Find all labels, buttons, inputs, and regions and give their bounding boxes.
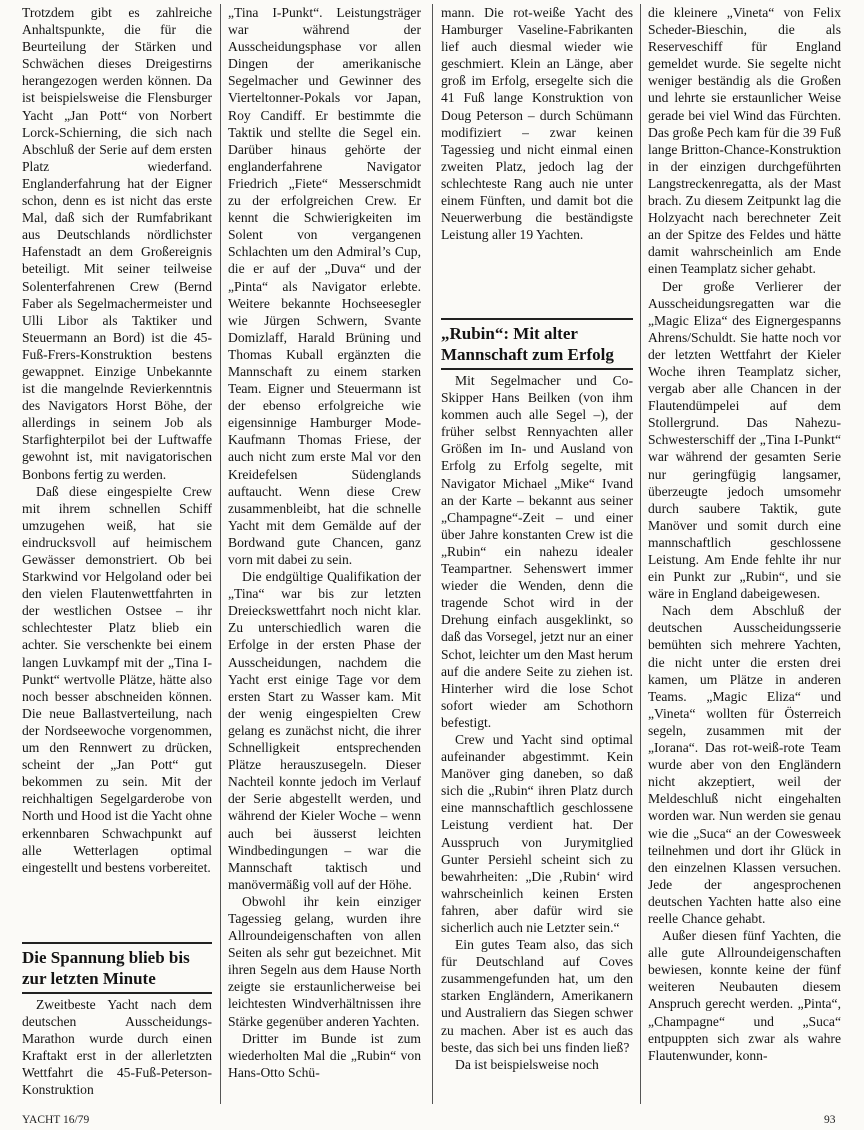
column-1 (22, 4, 212, 876)
column-divider (220, 4, 221, 1104)
column-divider (432, 4, 433, 1104)
footer-issue: YACHT 16/79 (22, 1114, 90, 1126)
paragraph: Außer diesen fünf Yachten, die alle gute Allroundeigenschaften bewiesen, konnte keine der fünf weiteren Neubauten diesem Anspruch gerecht werden. „Pinta“, „Champagne“ und „Suca“ entpuppten sich zwar als wahre Flautenwunder, konn- (648, 928, 841, 1063)
column-divider (640, 4, 641, 1104)
section-heading-spannung: Die Spannung blieb bis zur letzten Minute (22, 942, 212, 994)
column-3-continuation (441, 372, 633, 1073)
column-2 (228, 4, 421, 1081)
paragraph: Obwohl ihr kein einziger Tagessieg gelang, wurden ihre Allroundeigenschaften von allen Seiten als sehr gut bezeichnet. Mit ihren Segeln aus dem Hause North zeigte sie erstaunlicherweise bei leichtesten Windverhältnissen ihre Stärke gegenüber anderen Yachten. (228, 893, 421, 1029)
column-1-continuation (22, 996, 212, 1099)
paragraph: die kleinere „Vineta“ von Felix Scheder-Bieschin, die als Reserveschiff für England gemeldet wurde. Sie segelte nicht weniger beständig als die Großen und lehrte sie erstaunlicher Weise gerade bei viel Wind das Fürchten. Das große Pech kam für die 39 Fuß lange Britton-Chance-Konstruktion in der einzigen durchgeführten Langstreckenregatta, als der Mast brach. Zu diesem Zeitpunkt lag die Holzyacht nach berechneter Zeit an der Spitze des Feldes und hätte damit wahrscheinlich am Ende einen Teamplatz sicher gehabt. (648, 5, 841, 277)
paragraph: Da ist beispielsweise noch (455, 1056, 599, 1072)
column-4 (648, 4, 841, 1064)
paragraph: Zweitbeste Yacht nach dem deutschen Ausscheidungs-Marathon wurde durch einen Kraftakt erst in der allerletzten Wettfahrt die 45-Fuß-Peterson-Konstruktion (22, 997, 212, 1098)
paragraph: Crew und Yacht sind optimal aufeinander abgestimmt. Kein Manöver ging daneben, so daß sich die „Rubin“ ihren Platz durch eine mannschaftlich geschlossene Leistung verdient hat. Der Ausspruch von Jurymitglied Gunter Persiehl scheint sich zu bewahrheiten: „Die ‚Rubin‘ wird wahrscheinlich keinen Ersten fahren, aber dafür wird sie sicherlich auch nie Letzter sein.“ (441, 731, 633, 935)
paragraph: mann. Die rot-weiße Yacht des Hamburger Vaseline-Fabrikanten lief auch diesmal wieder wie geschmiert. Klein an Länge, aber groß im Erfolg, ersegelte sich die 41 Fuß lange Konstruktion von Doug Peterson – durch Schümann modifiziert – zwar keinen Tagessieg und nicht einmal einen zweiten Platz, jedoch lag der schlechteste Rang auch nie unter einem Fünften, und damit bot die Neuerwerbung die beständigste Leistung aller 19 Yachten. (441, 5, 633, 243)
paragraph: Der große Verlierer der Ausscheidungsregatten war die „Magic Eliza“ des Eignergespanns Ahrens/Schuldt. Sie hatte noch vor der letzten Wettfahrt der Kieler Woche ihren Teamplatz sicher, vergab aber alle Chancen in der Flautendümpelei auf dem Stollergrund. Das Nahezu-Schwesterschiff der „Tina I-Punkt“ war während der gesamten Serie nur geringfügig langsamer, überzeugte jedoch umsomehr durch saubere Taktik, gute Manöver und somit durch eine mannschaftlich geschlossene Leistung. Am Ende fehlte ihr nur ein Punkt zur „Rubin“, und sie wäre in England dabeigewesen. (648, 278, 841, 602)
paragraph: Trotzdem gibt es zahlreiche Anhaltspunkte, die für die Beurteilung der Stärken und Schwächen dieses Dreigestirns herangezogen werden können. Da ist beispielsweise die Flensburger Yacht „Jan Pott“ von Norbert Lorck-Schierning, die sich nach Abschluß der Serie auf dem ersten Platz wiederfand. Englanderfahrung hat der Eigner schon, denn es ist nicht das erste Mal, daß sich der Rumfabrikant aus Deutschlands nördlichster Hafenstadt an dem Großereignis beteiligt. Mit seiner teilweise Solenterfahrenen Crew (Bernd Faber als Segelmachermeister und Ulli Libor als Taktiker und Steuermann an Bord) ist die 45-Fuß-Frers-Konstruktion bestens gewappnet. Einzige Unbekannte ist die mangelnde Revierkenntnis des Navigators Horst Böhe, der allerdings in seinem Job als Starfighterpilot bei der Luftwaffe gewohnt ist, mit navigatorischen Bonbons fertig zu werden. (22, 5, 212, 482)
paragraph: „Tina I-Punkt“. Leistungsträger war während der Ausscheidungsphase vor allen Dingen der amerikanische Segelmacher und Gewinner des Vierteltonner-Pokals vor Japan, Roy Candiff. Er bestimmte die Taktik und stellte die Segel ein. Darüber hinaus gehörte der englanderfahrene Navigator Friedrich „Fiete“ Messerschmidt zu der erfolgreichen Crew. Er kennt die Schwierigkeiten im Solent von vergangenen Schlachten um den Admiral’s Cup, die er auf der „Duva“ und der „Pinta“ als Navigator erlebte. Weitere bekannte Hochseesegler wie Jürgen Schwern, Svante Domizlaff, Harald Brüning und Thomas Kuball ergänzten die Mannschaft zu einem starken Team. Eigner und Steuermann ist der ebenso erfolgreiche wie eigensinnige Hamburger Mode-Kaufmann Thomas Friese, der auch nicht zum erste Mal vor den Kreidefelsen Südenglands auftaucht. Wenn diese Crew zusammenbleibt, hat die schnelle Yacht mit dem Gemälde auf der Bordwand gute Chancen, ganz vorn mit dabei zu sein. (228, 5, 421, 567)
paragraph: Die endgültige Qualifikation der „Tina“ war bis zur letzten Dreieckswettfahrt noch nicht klar. Zu unterschiedlich waren die Erfolge in der ersten Phase der Ausscheidungen, nachdem die Yacht erst einige Tage vor dem ersten Start zu Wasser kam. Mit der wenig eingespielten Crew gelang es zunächst nicht, die ihrer Schnelligkeit entsprechenden Plätze herauszusegeln. Dieser Nachteil konnte jedoch im Verlauf der Serie abgestellt werden, und während der Kieler Woche – wenn auch bei äusserst leichten Windbedingungen – war die Mannschaft taktisch und manövermäßig voll auf der Höhe. (228, 569, 421, 892)
column-3 (441, 4, 633, 243)
paragraph: Nach dem Abschluß der deutschen Ausscheidungsserie bemühten sich mehrere Yachten, die nicht unter die ersten drei kamen, um Plätze in anderen Teams. „Magic Eliza“ und „Vineta“ wollten für Österreich segeln, zusammen mit der „Iorana“. Das rot-weiß-rote Team wurde aber von den Engländern nicht akzeptiert, weil der Meldeschluß nicht eingehalten worden war. Nun werden sie genau wie die „Suca“ an der Cowesweek teilnehmen und dort ihr Glück in den einzelnen Klassen versuchen. Jede der angesprochenen deutschen Yachten hatte also eine reelle Chance gehabt. (648, 603, 841, 926)
paragraph: Ein gutes Team also, das sich für Deutschland auf Coves zusammengefunden hat, um den starken Engländern, Amerikanern und Australiern das Siegen schwer zu machen. Aber ist es auch das beste, das sich bei uns finden ließ? (441, 937, 633, 1055)
page-number: 93 (824, 1114, 836, 1126)
section-heading-rubin: „Rubin“: Mit alter Mannschaft zum Erfolg (441, 318, 633, 370)
paragraph: Mit Segelmacher und Co-Skipper Hans Beilken (von ihm kommen auch alle Segel –), der früher selbst Rennyachten aller Größen im In- und Ausland von Erfolg zu Erfolg segelte, mit Navigator Michael „Mike“ Ivand an der Karte – bekannt aus seiner „Champagne“-Zeit – und einer über Jahre konstanten Crew ist die „Rubin“ ein nahezu idealer Teampartner. Sehenswert immer wieder die Wenden, denn die tragende Schot wird in der Drehung einfach ausgeklinkt, so daß das Vorsegel, jetzt nur an einer Schot, leichter um den Mast herum auf die andere Seite zu ziehen ist. Hinterher wird die lose Schot sofort wieder am Schothorn befestigt. (441, 373, 633, 730)
paragraph: Dritter im Bunde ist zum wiederholten Mal die „Rubin“ von Hans-Otto Schü- (228, 1030, 421, 1080)
paragraph: Daß diese eingespielte Crew mit ihrem schnellen Schiff umzugehen weiß, hat sie eindrucksvoll auf heimischem Gewässer demonstriert. Ob bei Starkwind vor Helgoland oder bei den vielen Flautenwettfahrten in der westlichen Ostsee – ihr schlechtester Platz blieb ein achter. Sie verschenkte bei einem langen Luvkampf mit der „Tina I-Punkt“ wertvolle Plätze, hätte also noch besser abschneiden können. Die neue Ballastverteilung, nach der Nordseewoche vorgenommen, um den Rennwert zu drücken, scheint der „Jan Pott“ gut bekommen zu sein. Mit der reichhaltigen Segelgarderobe von North und Hood ist die Yacht ohne erkennbaren Schwachpunkt auf alle Wetterlagen optimal eingestellt und bestens vorbereitet. (22, 483, 212, 875)
